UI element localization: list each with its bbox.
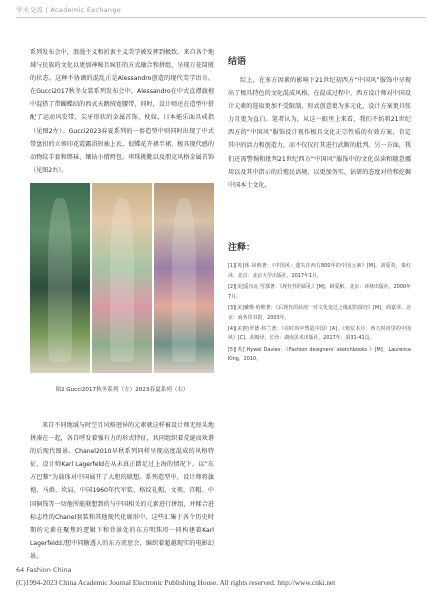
header-divider [16, 17, 426, 18]
note-item: [2][美]爱尔瓦·雪那著：《现代性的面孔》[M]，顾爱彬，北京：译林出版社，2000年7月。 [228, 283, 411, 300]
running-header: 学术交流 | Academic Exchange [16, 6, 122, 14]
figure-2-photos [30, 183, 214, 373]
left-column-bottom-text [30, 419, 214, 563]
body-paragraph: 综上，在多方因素的影响下21世纪初西方“中国风”服饰中呈现出了极具特色的文化混成风格。在混成过程中，西方设计师对中国设计元素的选取更加不受限制，形式创意更为多元化，设计方案更具张力且更为直白。笔者认为，从这一眼里上来看，我们不妨将21世纪西方的“中国风”服饰设计视作极具文化正宗性质的有效方案，肯定其中的活力和创造力，而不仅仅打其进行武断的批判。另一方面，我们还需警惕和批判21世纪西方“中国风”服饰中的文化误读和随意挪用以及其中指示的后殖民语境，以更加务实、钻研的态度对待和挖掘中国本土文化。 [228, 77, 411, 189]
copyright-line: (C)1994-2023 China Academic Journal Electronic Publishing House. All rights reserved. http://www.cnki.net [16, 578, 336, 587]
left-column-top-text [30, 46, 214, 177]
figure-caption: 图2 Gucci2017秋冬系列（左）2023春夏系列（右） [55, 387, 189, 393]
body-paragraph: 系列发布会中，浪漫主义和折衷主义美学被发挥到极致。来自各个地域与民族的文化以更加神秘且疯狂的方式融合和拼组，呈现万花筒般的状态。这种不协调的混乱正是Alessandro创造的现代美学语言。在Gucci2017秋冬女装系列发布会中，Alessandro在中式直襟旗袍中混搭了带蝴蝶结的西式天鹅绒宽腰带，同时，设计师还在造型中搭配了运动风发带、尖牙形状的金属首饰、枕奴、日本能乐面具戒指（见图2左）。Gucci2023春夏系列的一套造型中则同时出现了中式带盘扣的立领印花霞露浴短袖上衣、很蝶花卉裙半裙、极具现代感的动物纹手套和绑袜、镶钻小揹挎包、串珠挑靴以及朋克风格金属首饰（见图2右）。 [30, 49, 214, 174]
runway-photo-gucci-2023-a [92, 183, 152, 373]
page-footer: 64 Fashion China [16, 566, 72, 574]
conclusion-text [228, 74, 411, 192]
note-item: [3][美]戴维·哈维著：《后现代的状况一对文化变迁之缘起的探究》[M]，阎嘉译，北京：商务印书馆，2003年。 [228, 304, 411, 321]
note-item: [1][英]休·昂纳著：《中国风：遗失在西方800年的中国元素》[M]，刘爱英，秦红译，北京：北京大学出版社，2017年1月。 [228, 263, 411, 279]
note-item: [5][英] Hywel Davies：《Fashion designers’ sketchbooks 》[M]，Laurence King，2010。 [228, 346, 411, 363]
body-paragraph: 来自不同地域与时空且风格迥异的元素就这样被设计师无厘头地拼凑在一起，各自呼发着强有力的形式特征，共同组织着荒诞而欢谐的后现代图景。Chanel2010早秋系列同样呈现高度混成的风格特征，设计师Karl Lagerfeld在从未真正踏足过上海的情况下，以“东方巴黎”为载体对中国展开了大胆的联想。系列造型中，设计师将旗袍、马褂、坎肩、中国1960年代军装、格纹礼帽、文领、宫帽、中国铜钱等一切他所能联想到的与中国相关的元素进行拼组，并糅合进标志性的Chanel套装和其他现代化廓形中，这些汇集于各个历史时期的元素在聚焦的逻辑下和背景处的东方明珠塔一同构建着Karl Lagerfeld幻想中同糖透人的东方虎思会，编织着超越现实的电影幻景。 [30, 422, 214, 560]
runway-photo-gucci-2023-b [154, 183, 214, 373]
note-item: [4][美]哈罗德·科兰著：《在时尚中塑造中国》[A]，《殖荒本月：西方时尚里的中国风》[C]，胡晴译，长沙：湖南美术出版社，2017年，第31-41页。 [228, 325, 411, 342]
notes-list [228, 262, 411, 367]
conclusion-title: 结语 [228, 57, 247, 67]
runway-photo-gucci-2017 [30, 183, 90, 373]
notes-title: 注释： [228, 243, 256, 253]
